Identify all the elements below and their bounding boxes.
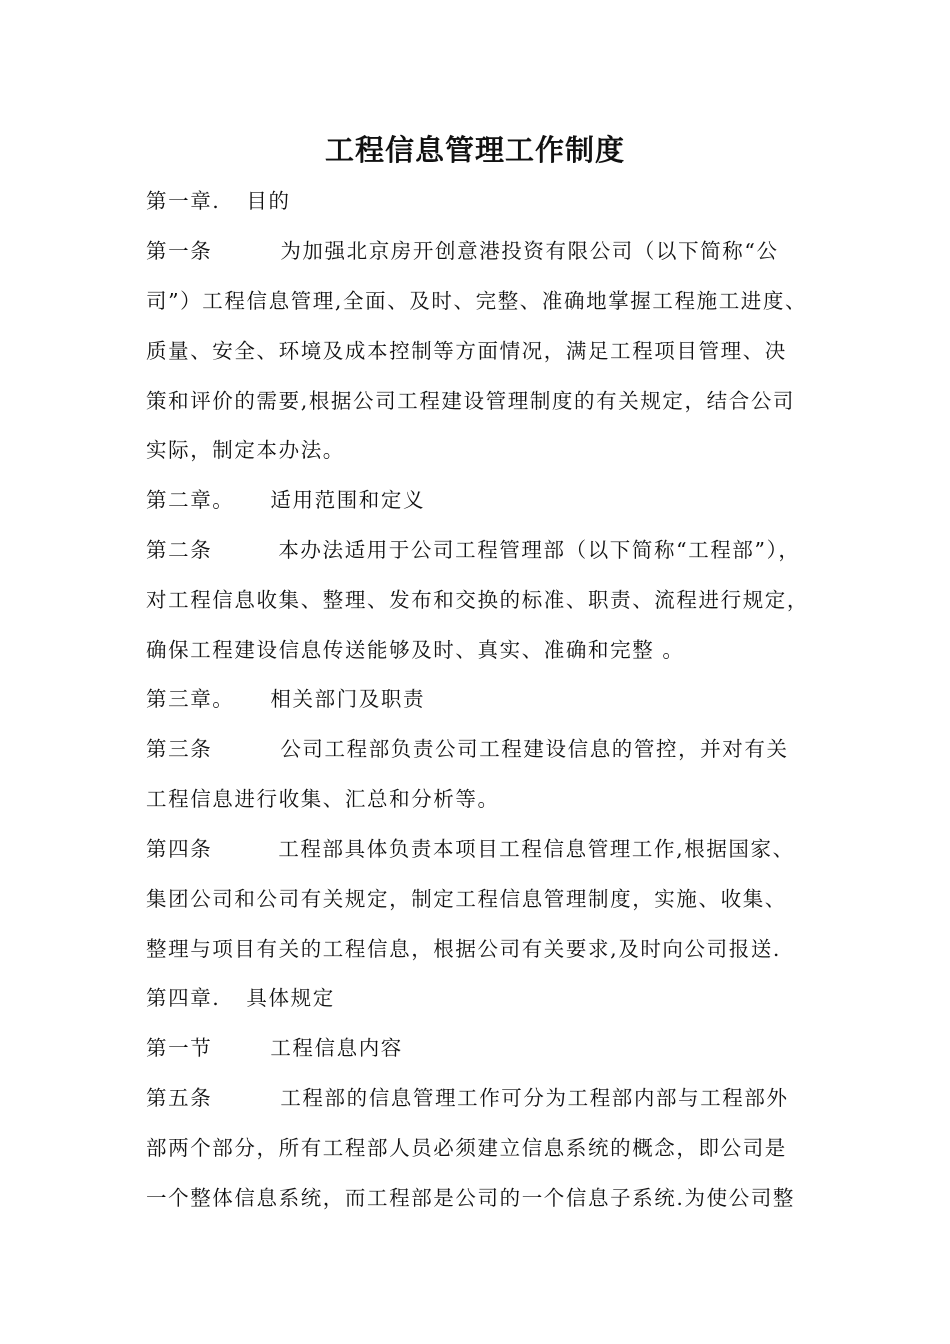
chapter-label: 第二章。 (146, 488, 235, 512)
chapter-label: 第三章。 (146, 687, 235, 711)
article-line: 一个整体信息系统，而工程部是公司的一个信息子系统.为使公司整 (146, 1186, 796, 1210)
chapter-label: 第一章. (146, 189, 221, 213)
chapter-heading (146, 983, 832, 1013)
document-title: 工程信息管理工作制度 (324, 133, 625, 167)
article-label: 第四条 (146, 837, 213, 861)
article-line (146, 834, 832, 864)
article-label: 第三条 (146, 737, 213, 761)
article-text: 本办法适用于公司工程管理部（以下简称“工程部”）， (278, 538, 801, 562)
chapter-title: 目的 (246, 189, 291, 213)
article-label: 第二条 (146, 538, 213, 562)
article-line: 工程信息进行收集、汇总和分析等。 (146, 787, 500, 811)
article-line: 实际，制定本办法。 (146, 438, 345, 462)
article-line: 整理与项目有关的工程信息，根据公司有关要求,及时向公司报送. (146, 937, 782, 961)
article-line: 部两个部分，所有工程部人员必须建立信息系统的概念，即公司是 (146, 1136, 787, 1160)
article-line (146, 535, 832, 565)
article-line: 质量、安全、环境及成本控制等方面情况，满足工程项目管理、决 (146, 339, 787, 363)
article-text: 工程部的信息管理工作可分为工程部内部与工程部外 (280, 1086, 789, 1110)
section-label: 第一节 (146, 1036, 213, 1060)
article-text: 公司工程部负责公司工程建设信息的管控，并对有关 (280, 737, 789, 761)
article-line: 对工程信息收集、整理、发布和交换的标准、职责、流程进行规定， (146, 588, 809, 612)
article-line (146, 1083, 832, 1113)
section-title: 工程信息内容 (270, 1036, 403, 1060)
article-line (146, 734, 832, 764)
article-line: 集团公司和公司有关规定，制定工程信息管理制度，实施、收集、 (146, 887, 787, 911)
article-text: 工程部具体负责本项目工程信息管理工作,根据国家、 (278, 837, 795, 861)
article-line: 策和评价的需要,根据公司工程建设管理制度的有关规定，结合公司 (146, 389, 796, 413)
chapter-title: 相关部门及职责 (270, 687, 426, 711)
chapter-title: 具体规定 (246, 986, 335, 1010)
chapter-label: 第四章. (146, 986, 221, 1010)
article-text: 为加强北京房开创意港投资有限公司（以下简称“公 (280, 239, 779, 263)
chapter-title: 适用范围和定义 (270, 488, 426, 512)
article-line: 司”）工程信息管理,全面、及时、完整、准确地掌握工程施工进度、 (146, 289, 808, 313)
article-label: 第五条 (146, 1086, 213, 1110)
article-line: 确保工程建设信息传送能够及时、真实、准确和完整 。 (146, 638, 685, 662)
article-label: 第一条 (146, 239, 213, 263)
chapter-heading (146, 485, 832, 515)
section-heading (146, 1033, 832, 1063)
chapter-heading (146, 684, 832, 714)
article-line (146, 236, 832, 266)
chapter-heading (146, 186, 832, 216)
